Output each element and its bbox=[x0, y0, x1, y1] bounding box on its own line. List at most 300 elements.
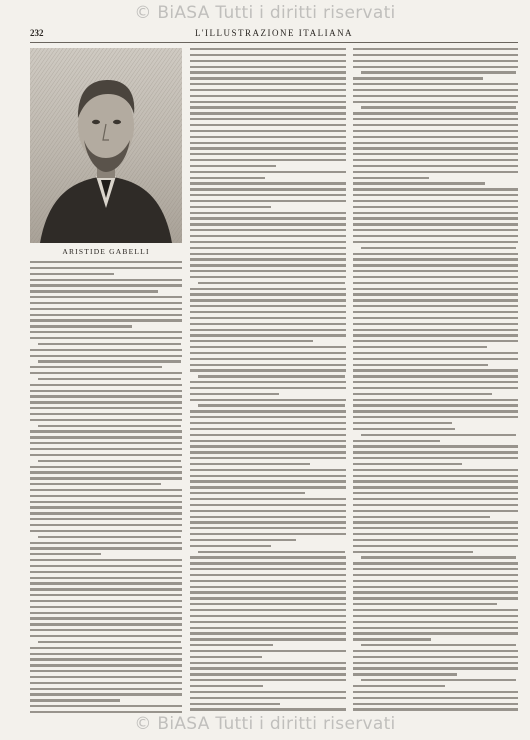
text-line bbox=[353, 597, 518, 599]
text-line bbox=[190, 299, 346, 301]
text-line bbox=[30, 261, 182, 263]
text-line bbox=[30, 290, 158, 292]
text-line bbox=[190, 77, 346, 79]
text-line bbox=[190, 469, 346, 471]
text-line bbox=[190, 206, 271, 208]
body-text-left bbox=[30, 261, 182, 716]
text-line bbox=[353, 527, 518, 529]
text-line bbox=[353, 539, 518, 541]
text-line bbox=[30, 413, 182, 415]
text-line bbox=[353, 586, 518, 588]
text-line bbox=[353, 112, 518, 114]
text-line bbox=[190, 253, 346, 255]
text-line bbox=[190, 276, 346, 278]
text-line bbox=[353, 545, 518, 547]
text-line bbox=[30, 430, 182, 432]
text-line bbox=[353, 323, 518, 325]
text-line bbox=[353, 293, 518, 295]
text-line bbox=[353, 667, 518, 669]
text-line bbox=[190, 293, 346, 295]
text-line bbox=[190, 369, 346, 371]
text-line bbox=[353, 364, 488, 366]
text-line bbox=[190, 188, 346, 190]
text-line bbox=[190, 393, 279, 395]
text-line bbox=[198, 282, 345, 284]
text-line bbox=[353, 708, 518, 710]
text-line bbox=[30, 693, 182, 695]
text-line bbox=[198, 375, 345, 377]
text-line bbox=[353, 621, 518, 623]
text-line bbox=[353, 264, 518, 266]
text-line bbox=[30, 401, 182, 403]
text-line bbox=[353, 428, 455, 430]
text-line bbox=[30, 676, 182, 678]
text-line bbox=[190, 71, 346, 73]
text-line bbox=[353, 165, 518, 167]
text-line bbox=[353, 703, 518, 705]
text-line bbox=[353, 95, 518, 97]
text-line bbox=[190, 147, 346, 149]
text-line bbox=[190, 521, 346, 523]
text-line bbox=[30, 390, 182, 392]
running-title: L'ILLUSTRAZIONE ITALIANA bbox=[194, 28, 354, 38]
text-line bbox=[353, 177, 429, 179]
text-line bbox=[353, 673, 457, 675]
text-line bbox=[190, 112, 346, 114]
column-left bbox=[30, 48, 182, 716]
text-line bbox=[353, 603, 497, 605]
text-line bbox=[30, 454, 182, 456]
text-line bbox=[361, 434, 516, 436]
text-line bbox=[353, 299, 518, 301]
body-text-middle bbox=[190, 48, 346, 711]
text-line bbox=[190, 662, 346, 664]
text-line bbox=[190, 60, 346, 62]
text-line bbox=[353, 89, 518, 91]
text-line bbox=[190, 638, 346, 640]
portrait-engraving bbox=[30, 48, 182, 243]
text-line bbox=[30, 319, 182, 321]
text-line bbox=[190, 358, 346, 360]
text-line bbox=[30, 688, 182, 690]
text-line bbox=[30, 302, 182, 304]
text-line bbox=[353, 516, 490, 518]
text-line bbox=[190, 124, 346, 126]
text-line bbox=[30, 629, 182, 631]
text-line bbox=[190, 667, 346, 669]
text-line bbox=[30, 670, 182, 672]
text-line bbox=[353, 615, 518, 617]
text-line bbox=[30, 664, 182, 666]
text-line bbox=[353, 130, 518, 132]
text-line bbox=[353, 656, 518, 658]
text-line bbox=[353, 311, 518, 313]
text-line bbox=[353, 83, 518, 85]
text-line bbox=[353, 118, 518, 120]
text-line bbox=[190, 609, 346, 611]
text-line bbox=[353, 305, 518, 307]
text-line bbox=[190, 288, 346, 290]
text-line bbox=[190, 621, 346, 623]
text-line bbox=[30, 489, 182, 491]
column-right bbox=[353, 48, 518, 716]
text-line bbox=[190, 165, 276, 167]
text-line bbox=[353, 235, 518, 237]
text-line bbox=[190, 311, 346, 313]
text-line bbox=[353, 334, 518, 336]
text-line bbox=[198, 551, 345, 553]
text-line bbox=[190, 200, 346, 202]
text-line bbox=[190, 486, 346, 488]
text-line bbox=[353, 200, 518, 202]
text-line bbox=[190, 703, 280, 705]
text-line bbox=[353, 258, 518, 260]
text-line bbox=[190, 510, 346, 512]
text-line bbox=[190, 171, 346, 173]
watermark-top: © BiASA Tutti i diritti riservati bbox=[134, 3, 396, 23]
text-line bbox=[30, 448, 182, 450]
text-line bbox=[30, 308, 182, 310]
text-line bbox=[353, 399, 518, 401]
text-line bbox=[30, 559, 182, 561]
text-line bbox=[30, 594, 182, 596]
text-line bbox=[30, 565, 182, 567]
text-line bbox=[38, 378, 181, 380]
text-line bbox=[190, 580, 346, 582]
text-line bbox=[353, 627, 518, 629]
watermark-bottom: © BiASA Tutti i diritti riservati bbox=[134, 714, 396, 734]
text-line bbox=[353, 352, 518, 354]
text-line bbox=[190, 691, 346, 693]
text-line bbox=[190, 305, 346, 307]
text-line bbox=[190, 258, 346, 260]
text-line bbox=[190, 352, 346, 354]
text-line bbox=[353, 580, 518, 582]
text-line bbox=[190, 632, 346, 634]
text-line bbox=[353, 591, 518, 593]
text-line bbox=[190, 627, 346, 629]
text-line bbox=[190, 229, 346, 231]
text-line bbox=[38, 460, 181, 462]
text-line bbox=[30, 314, 182, 316]
text-line bbox=[190, 247, 346, 249]
text-line bbox=[353, 340, 518, 342]
text-line bbox=[30, 635, 182, 637]
text-line bbox=[353, 136, 518, 138]
text-line bbox=[190, 673, 346, 675]
text-line bbox=[353, 410, 518, 412]
text-line bbox=[38, 360, 181, 362]
text-line bbox=[30, 571, 182, 573]
text-line bbox=[190, 270, 346, 272]
text-line bbox=[353, 416, 518, 418]
text-line bbox=[190, 118, 346, 120]
text-line bbox=[190, 504, 346, 506]
text-line bbox=[190, 101, 346, 103]
text-line bbox=[190, 66, 346, 68]
text-line bbox=[30, 512, 182, 514]
text-line bbox=[190, 492, 305, 494]
text-line bbox=[353, 282, 518, 284]
text-line bbox=[353, 422, 452, 424]
text-line bbox=[190, 475, 346, 477]
text-line bbox=[190, 323, 346, 325]
text-line bbox=[353, 521, 518, 523]
text-line bbox=[30, 547, 182, 549]
text-line bbox=[30, 273, 114, 275]
text-line bbox=[190, 329, 346, 331]
body-text-right bbox=[353, 48, 518, 711]
text-line bbox=[353, 445, 518, 447]
text-line bbox=[38, 343, 181, 345]
text-line bbox=[353, 317, 518, 319]
text-line bbox=[353, 533, 518, 535]
text-line bbox=[353, 124, 518, 126]
text-line bbox=[190, 346, 346, 348]
text-line bbox=[190, 533, 346, 535]
text-line bbox=[190, 451, 346, 453]
text-line bbox=[190, 217, 346, 219]
text-line bbox=[190, 445, 346, 447]
text-line bbox=[190, 656, 262, 658]
text-line bbox=[353, 486, 518, 488]
text-line bbox=[353, 492, 518, 494]
text-line bbox=[190, 422, 346, 424]
text-line bbox=[353, 276, 518, 278]
text-line bbox=[30, 337, 182, 339]
text-line bbox=[361, 106, 516, 108]
text-line bbox=[353, 212, 518, 214]
text-line bbox=[190, 153, 346, 155]
text-line bbox=[353, 440, 440, 442]
text-line bbox=[353, 229, 518, 231]
text-line bbox=[190, 130, 346, 132]
text-line bbox=[353, 568, 518, 570]
text-line bbox=[190, 708, 346, 710]
text-line bbox=[190, 545, 271, 547]
text-line bbox=[190, 159, 346, 161]
text-line bbox=[30, 542, 182, 544]
text-line bbox=[353, 54, 518, 56]
text-line bbox=[190, 679, 346, 681]
portrait-caption: ARISTIDE GABELLI bbox=[62, 247, 150, 256]
text-line bbox=[30, 553, 101, 555]
text-line bbox=[190, 644, 273, 646]
text-line bbox=[190, 54, 346, 56]
page-header bbox=[30, 28, 518, 43]
text-line bbox=[30, 518, 182, 520]
text-line bbox=[190, 480, 346, 482]
text-line bbox=[353, 101, 518, 103]
text-line bbox=[190, 440, 346, 442]
text-line bbox=[353, 387, 518, 389]
text-line bbox=[30, 466, 182, 468]
text-line bbox=[30, 617, 182, 619]
text-line bbox=[190, 457, 346, 459]
text-line bbox=[190, 516, 346, 518]
text-line bbox=[30, 483, 161, 485]
text-line bbox=[30, 524, 182, 526]
text-line bbox=[361, 679, 516, 681]
text-line bbox=[353, 638, 431, 640]
text-line bbox=[190, 697, 346, 699]
text-line bbox=[190, 597, 346, 599]
text-line bbox=[190, 556, 346, 558]
text-line bbox=[190, 89, 346, 91]
text-line bbox=[190, 399, 346, 401]
text-line bbox=[353, 369, 518, 371]
text-line bbox=[30, 705, 182, 707]
text-line bbox=[30, 495, 182, 497]
text-line bbox=[38, 641, 181, 643]
text-line bbox=[353, 457, 518, 459]
text-line bbox=[190, 591, 346, 593]
text-line bbox=[353, 253, 518, 255]
text-line bbox=[190, 194, 346, 196]
text-line bbox=[190, 364, 346, 366]
text-line bbox=[353, 77, 483, 79]
text-line bbox=[190, 212, 346, 214]
text-line bbox=[353, 375, 518, 377]
text-line bbox=[190, 106, 346, 108]
text-line bbox=[30, 325, 132, 327]
text-line bbox=[353, 142, 518, 144]
text-line bbox=[353, 662, 518, 664]
text-line bbox=[353, 551, 473, 553]
text-line bbox=[30, 653, 182, 655]
text-line bbox=[190, 317, 346, 319]
text-line bbox=[190, 650, 346, 652]
text-line bbox=[190, 428, 346, 430]
text-line bbox=[30, 384, 182, 386]
text-line bbox=[353, 393, 492, 395]
text-line bbox=[30, 530, 182, 532]
text-line bbox=[30, 366, 162, 368]
text-line bbox=[30, 577, 182, 579]
text-line bbox=[190, 615, 346, 617]
text-line bbox=[353, 346, 487, 348]
text-line bbox=[190, 527, 346, 529]
text-line bbox=[190, 539, 296, 541]
text-line bbox=[30, 267, 182, 269]
text-line bbox=[353, 182, 485, 184]
text-line bbox=[353, 451, 518, 453]
text-line bbox=[30, 682, 182, 684]
text-line bbox=[190, 387, 346, 389]
text-line bbox=[190, 574, 346, 576]
text-line bbox=[190, 48, 346, 50]
text-line bbox=[353, 153, 518, 155]
text-line bbox=[38, 536, 181, 538]
text-line bbox=[353, 270, 518, 272]
text-line bbox=[190, 498, 346, 500]
text-line bbox=[353, 217, 518, 219]
text-line bbox=[30, 331, 182, 333]
text-line bbox=[190, 95, 346, 97]
text-line bbox=[190, 568, 346, 570]
text-line bbox=[353, 358, 518, 360]
text-line bbox=[353, 510, 518, 512]
text-line bbox=[30, 284, 182, 286]
text-line bbox=[353, 469, 518, 471]
text-line bbox=[353, 480, 518, 482]
text-line bbox=[190, 603, 346, 605]
text-line bbox=[30, 442, 182, 444]
text-line bbox=[353, 329, 518, 331]
text-line bbox=[190, 463, 310, 465]
text-line bbox=[190, 241, 346, 243]
text-line bbox=[190, 586, 346, 588]
text-line bbox=[190, 264, 346, 266]
text-line bbox=[353, 188, 518, 190]
text-line bbox=[190, 235, 346, 237]
text-line bbox=[30, 588, 182, 590]
text-line bbox=[30, 699, 120, 701]
text-line bbox=[353, 685, 445, 687]
text-line bbox=[353, 463, 462, 465]
text-line bbox=[190, 416, 346, 418]
text-line bbox=[30, 623, 182, 625]
text-line bbox=[353, 48, 518, 50]
text-line bbox=[353, 650, 518, 652]
text-line bbox=[353, 574, 518, 576]
text-line bbox=[190, 223, 346, 225]
text-line bbox=[190, 136, 346, 138]
text-line bbox=[353, 404, 518, 406]
text-line bbox=[30, 506, 182, 508]
text-line bbox=[353, 60, 518, 62]
text-line bbox=[353, 498, 518, 500]
column-middle bbox=[190, 48, 346, 716]
text-line bbox=[353, 381, 518, 383]
text-line bbox=[353, 66, 518, 68]
page-number: 232 bbox=[30, 28, 44, 38]
text-line bbox=[190, 410, 346, 412]
text-line bbox=[30, 501, 182, 503]
text-line bbox=[190, 562, 346, 564]
text-line bbox=[353, 223, 518, 225]
text-line bbox=[30, 582, 182, 584]
text-line bbox=[30, 395, 182, 397]
text-line bbox=[30, 477, 182, 479]
text-line bbox=[190, 83, 346, 85]
text-line bbox=[30, 279, 182, 281]
text-line bbox=[30, 296, 182, 298]
text-line bbox=[353, 475, 518, 477]
text-line bbox=[353, 697, 518, 699]
text-line bbox=[30, 471, 182, 473]
text-line bbox=[353, 504, 518, 506]
text-line bbox=[353, 691, 518, 693]
text-line bbox=[30, 647, 182, 649]
text-line bbox=[361, 247, 516, 249]
text-line bbox=[38, 425, 181, 427]
text-line bbox=[30, 372, 182, 374]
text-line bbox=[30, 436, 182, 438]
text-line bbox=[190, 177, 265, 179]
text-line bbox=[30, 711, 182, 713]
text-line bbox=[353, 241, 518, 243]
text-line bbox=[30, 419, 182, 421]
text-line bbox=[190, 434, 346, 436]
text-line bbox=[353, 159, 518, 161]
text-line bbox=[353, 147, 518, 149]
text-line bbox=[353, 562, 518, 564]
text-line bbox=[190, 334, 346, 336]
text-line bbox=[353, 288, 518, 290]
text-line bbox=[30, 658, 182, 660]
text-line bbox=[353, 609, 518, 611]
